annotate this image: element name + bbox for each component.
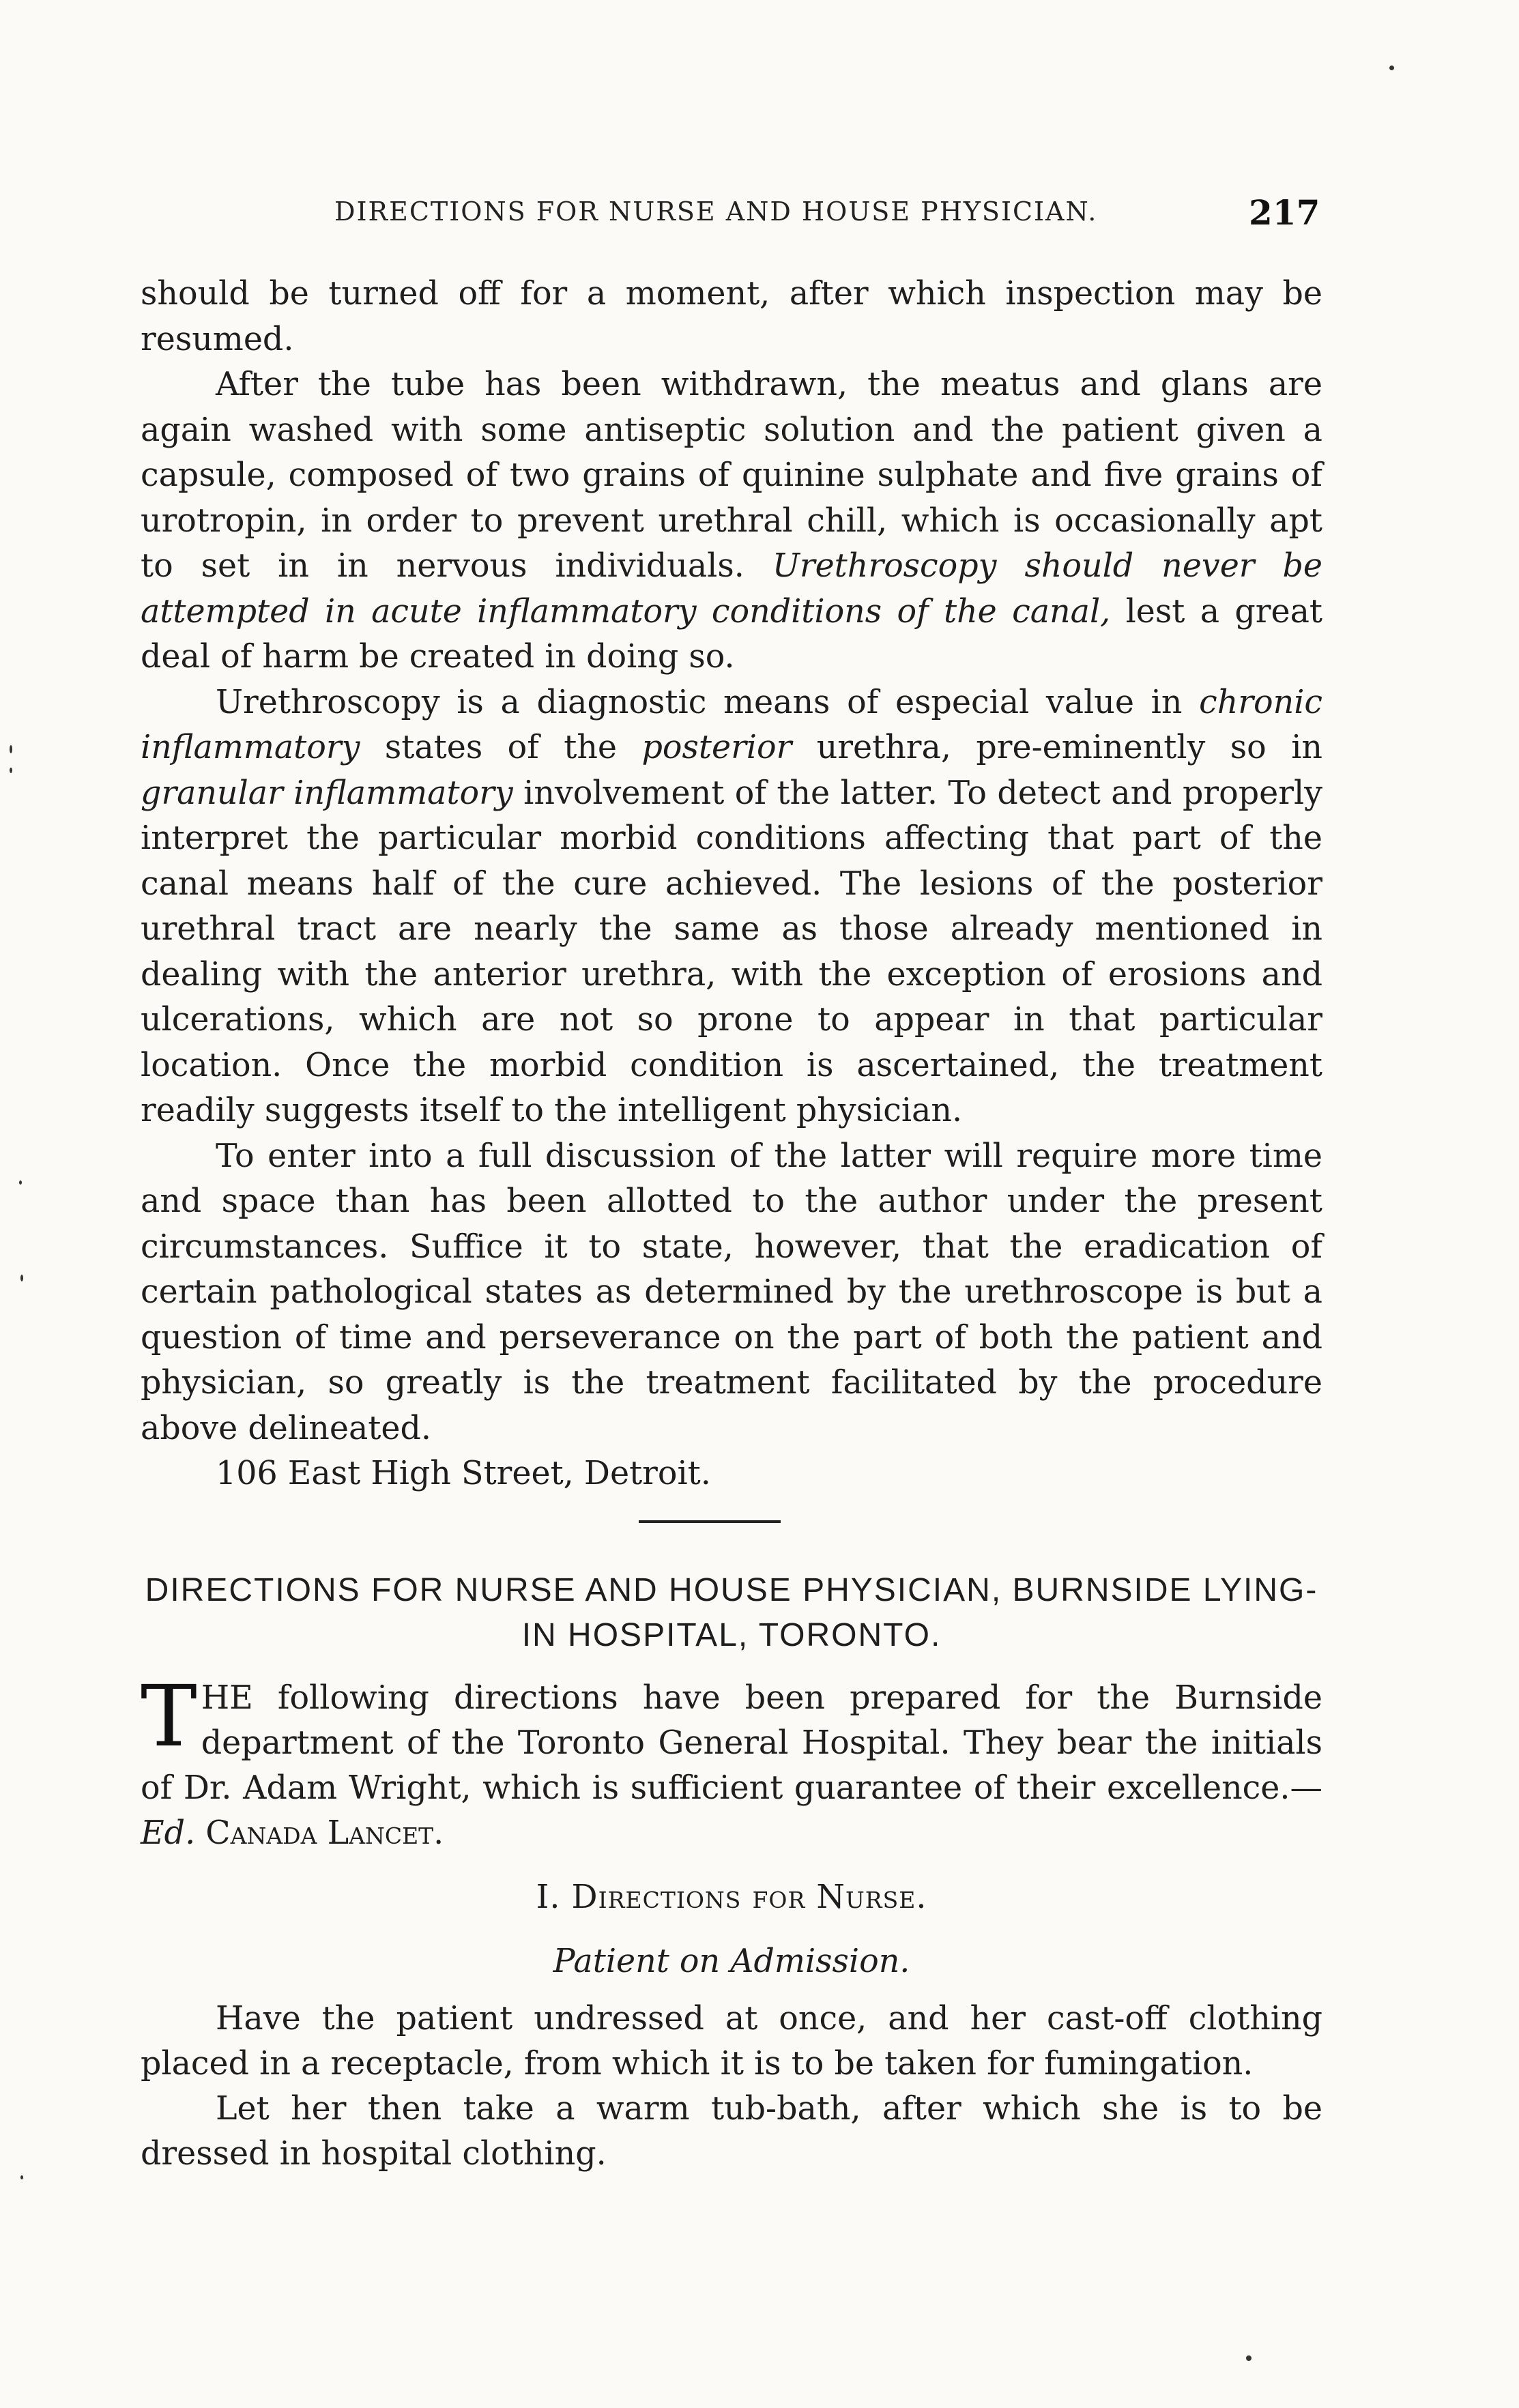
paragraph: To enter into a full discussion of the latter will require more time and space than has been allotted to the author under the present circumstances. Suffice it to state, however, that the eradication of certain pathological states as determined by the urethroscope is but a question of time and perseverance on the part of both the patient and physician, so greatly is the treatment facilitated by the procedure above delineated. [141,1137,1322,1447]
drop-cap: T [141,1668,197,1766]
editor-mark: Ed. [141,1814,196,1852]
scan-speck [10,768,12,773]
scan-speck [20,1275,23,1281]
paragraph-text: lest a great deal of harm be created in doing so. [141,592,1322,676]
paragraph-text: Urethroscopy is a diagnostic means of especial value in [216,683,1183,721]
paragraph: Have the patient undressed at once, and her cast-off clothing placed in a receptacle, from which it is to be taken for fumingation. [141,2000,1322,2083]
paragraph [141,362,1322,680]
scan-speck [1389,66,1394,70]
paragraph-text: After the tube has been withdrawn, the meatus and glans are again washed with some antiseptic solution and the patient given a capsule, composed of two grains of quinine sulphate and five grains of urotropin, in order to prevent urethral chill, which is occasionally apt to set in in nervous individuals. [141,366,1322,585]
paragraph-text: states of the [384,729,618,766]
italic-text: granular inflammatory [141,774,513,812]
section-divider [639,1520,781,1523]
paragraph [141,680,1322,1134]
paragraph: should be turned off for a moment, after which inspection may be resumed. [141,275,1322,358]
page-number: 217 [1249,192,1320,233]
paragraph-text: involvement of the latter. To detect and properly interpret the particular morbid conditions affecting that part of the canal means half of the cure achieved. The lesions of the posterior urethral tract are nearly the same as those already mentioned in dealing with the anterior urethra, with the exception of erosions and ulcerations, which are not so prone to appear in that particular location. Once the morbid condition is ascertained, the treatment readily suggests itself to the intelligent physician. [141,774,1322,1129]
running-head: DIRECTIONS FOR NURSE AND HOUSE PHYSICIAN. [334,197,1098,227]
italic-text: chronic inflammatory [141,683,1322,766]
scan-speck [19,1180,22,1185]
author-address: 106 East High Street, Detroit. [216,1455,711,1492]
italic-text: posterior [641,729,792,766]
scan-speck [10,745,12,753]
article-title: DIRECTIONS FOR NURSE AND HOUSE PHYSICIAN, BURNSIDE LYING-IN HOSPITAL, TORONTO. [145,1572,1318,1653]
new-article-body [141,1668,1322,2177]
intro-text: HE following directions have been prepared for the Burnside department of the Toronto General Hospital. They bear the initials of Dr. Adam Wright, which is sufficient guarantee of their excellence.— [141,1679,1322,1807]
paragraph: Let her then take a warm tub-bath, after which she is to be dressed in hospital clothing. [141,2090,1322,2173]
subsection-heading: Patient on Admission. [553,1943,910,1980]
paragraph-text: urethra, pre-eminently so in [816,729,1322,766]
source-journal: Canada Lancet. [205,1814,444,1852]
italic-text: Urethroscopy should never be attempted in acute inflammatory conditions of the canal, [141,547,1322,630]
scan-speck [20,2175,23,2179]
scan-speck [1246,2355,1252,2361]
section-heading: I. Directions for Nurse. [536,1878,927,1916]
continued-article-body [141,272,1322,1497]
intro-paragraph [141,1668,1322,1856]
